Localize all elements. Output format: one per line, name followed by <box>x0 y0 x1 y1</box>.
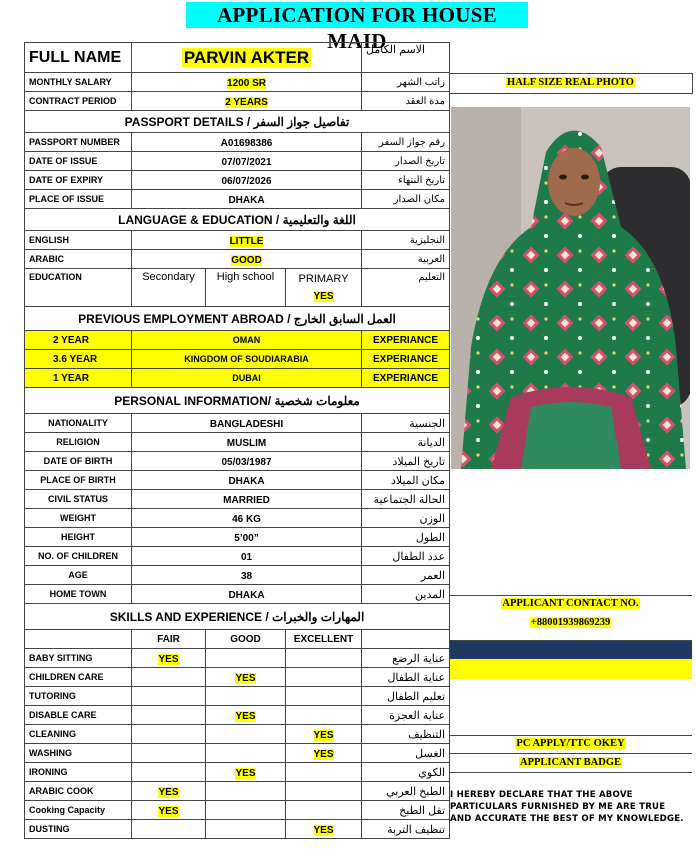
skill-arabic: التنظيف <box>362 725 450 744</box>
employment-country: OMAN <box>132 331 362 350</box>
skill-excellent <box>286 649 362 668</box>
skill-arabic: تنظيف التربة <box>362 820 450 839</box>
skill-good: YES <box>206 763 286 782</box>
skill-arabic: الطبخ العربي <box>362 782 450 801</box>
arabic-label: ARABIC <box>25 250 132 269</box>
page-title: APPLICATION FOR HOUSE MAID <box>186 2 528 28</box>
salary-label: MONTHLY SALARY <box>25 73 132 92</box>
english-value: LITTLE <box>132 231 362 250</box>
yellow-band <box>450 659 692 679</box>
employment-duration: 1 YEAR <box>25 369 132 388</box>
skill-label: DUSTING <box>25 820 132 839</box>
passport-row-label: DATE OF EXPIRY <box>25 171 132 190</box>
skill-arabic: عناية العجزة <box>362 706 450 725</box>
declaration-text: I HEREBY DECLARE THAT THE ABOVE PARTICULARS FURNISHED BY ME ARE TRUE AND ACCURATE THE BEST OF MY KNOWLEDGE. <box>450 790 684 824</box>
personal-row-label: HOME TOWN <box>25 585 132 604</box>
personal-row-arabic: مكان الميلاد <box>362 471 450 490</box>
personal-row-label: HEIGHT <box>25 528 132 547</box>
passport-row-label: DATE OF ISSUE <box>25 152 132 171</box>
personal-row-arabic: تاريخ الميلاد <box>362 452 450 471</box>
personal-row-arabic: العمر <box>362 566 450 585</box>
personal-row-value: DHAKA <box>132 471 362 490</box>
personal-row-value: 5’00” <box>132 528 362 547</box>
passport-row-label: PASSPORT NUMBER <box>25 133 132 152</box>
arabic-value: GOOD <box>132 250 362 269</box>
personal-heading: PERSONAL INFORMATION/ معلومات شخصية <box>25 388 450 414</box>
skill-excellent: YES <box>286 744 362 763</box>
skill-arabic: تعليم الطفال <box>362 687 450 706</box>
contact-label: APPLICANT CONTACT NO. <box>502 598 639 609</box>
personal-row-arabic: المدين <box>362 585 450 604</box>
personal-row-label: WEIGHT <box>25 509 132 528</box>
education-primary: PRIMARY YES <box>286 269 362 307</box>
employment-heading: PREVIOUS EMPLOYMENT ABROAD / العمل السابق الخارج <box>25 307 450 331</box>
full-name-value: PARVIN AKTER <box>132 43 362 73</box>
skill-excellent <box>286 801 362 820</box>
skill-label: IRONING <box>25 763 132 782</box>
skill-good: YES <box>206 706 286 725</box>
personal-row-label: AGE <box>25 566 132 585</box>
skill-fair: YES <box>132 649 206 668</box>
skill-label: ARABIC COOK <box>25 782 132 801</box>
col-good: GOOD <box>206 630 286 649</box>
personal-row-value: MUSLIM <box>132 433 362 452</box>
employment-tag: EXPERIANCE <box>362 331 450 350</box>
personal-row-value: 46 KG <box>132 509 362 528</box>
personal-row-label: PLACE OF BIRTH <box>25 471 132 490</box>
skill-label: CLEANING <box>25 725 132 744</box>
personal-row-arabic: الوزن <box>362 509 450 528</box>
skill-fair <box>132 820 206 839</box>
contract-value: 2 YEARS <box>132 92 362 111</box>
passport-row-arabic: مكان الصدار <box>362 190 450 209</box>
personal-row-value: 01 <box>132 547 362 566</box>
skill-fair <box>132 668 206 687</box>
pc-apply: PC APPLY/TTC OKEY <box>516 738 625 749</box>
applicant-photo <box>451 107 690 469</box>
language-heading: LANGUAGE & EDUCATION / اللغة والتعليمية <box>25 209 450 231</box>
blue-band <box>450 641 692 659</box>
passport-row-value: 07/07/2021 <box>132 152 362 171</box>
english-arabic: النجليزية <box>362 231 450 250</box>
col-excellent: EXCELLENT <box>286 630 362 649</box>
full-name-label: FULL NAME <box>25 43 132 73</box>
personal-row-arabic: عدد الطفال <box>362 547 450 566</box>
skill-fair <box>132 706 206 725</box>
personal-row-arabic: الجنسية <box>362 414 450 433</box>
skill-arabic: عناية الطفال <box>362 668 450 687</box>
skill-fair <box>132 744 206 763</box>
contact-value[interactable]: +88001939869239 <box>530 617 611 628</box>
passport-row-arabic: رقم جواز السفر <box>362 133 450 152</box>
personal-row-value: DHAKA <box>132 585 362 604</box>
education-secondary: Secondary <box>132 269 206 307</box>
salary-value: 1200 SR <box>132 73 362 92</box>
skill-label: BABY SITTING <box>25 649 132 668</box>
skill-fair: YES <box>132 801 206 820</box>
skill-good <box>206 801 286 820</box>
skill-arabic: الكوي <box>362 763 450 782</box>
skill-label: Cooking Capacity <box>25 801 132 820</box>
passport-heading: PASSPORT DETAILS / تفاصيل جواز السفر <box>25 111 450 133</box>
education-arabic: التعليم <box>362 269 450 307</box>
education-highschool: High school <box>206 269 286 307</box>
contract-label: CONTRACT PERIOD <box>25 92 132 111</box>
skill-arabic: الغسل <box>362 744 450 763</box>
skill-arabic: تقل الطبخ <box>362 801 450 820</box>
personal-row-label: NATIONALITY <box>25 414 132 433</box>
skill-good <box>206 649 286 668</box>
skills-blank <box>25 630 132 649</box>
contract-arabic: مدة العقد <box>362 92 450 111</box>
skill-excellent <box>286 706 362 725</box>
personal-row-value: BANGLADESHI <box>132 414 362 433</box>
education-label: EDUCATION <box>25 269 132 307</box>
personal-row-value: 38 <box>132 566 362 585</box>
skill-fair <box>132 763 206 782</box>
employment-country: KINGDOM OF SOUDIARABIA <box>132 350 362 369</box>
skills-blank-ar <box>362 630 450 649</box>
skill-good <box>206 782 286 801</box>
personal-row-label: RELIGION <box>25 433 132 452</box>
skill-excellent: YES <box>286 725 362 744</box>
skill-excellent <box>286 687 362 706</box>
passport-row-label: PLACE OF ISSUE <box>25 190 132 209</box>
personal-row-value: 05/03/1987 <box>132 452 362 471</box>
employment-tag: EXPERIANCE <box>362 350 450 369</box>
skill-excellent <box>286 668 362 687</box>
applicant-badge: APPLICANT BADGE <box>519 757 622 768</box>
skill-excellent: YES <box>286 820 362 839</box>
skill-fair: YES <box>132 782 206 801</box>
passport-row-arabic: تاريخ الصدار <box>362 152 450 171</box>
skill-label: WASHING <box>25 744 132 763</box>
skill-good <box>206 744 286 763</box>
employment-duration: 3.6 YEAR <box>25 350 132 369</box>
photo-label: HALF SIZE REAL PHOTO <box>507 77 634 88</box>
personal-row-label: NO. OF CHILDREN <box>25 547 132 566</box>
personal-row-arabic: الديانة <box>362 433 450 452</box>
skills-heading: SKILLS AND EXPERIENCE / المهارات والخبرات <box>25 604 450 630</box>
skill-label: CHILDREN CARE <box>25 668 132 687</box>
english-label: ENGLISH <box>25 231 132 250</box>
skill-fair <box>132 687 206 706</box>
employment-duration: 2 YEAR <box>25 331 132 350</box>
personal-row-arabic: الحالة الجتماعية <box>362 490 450 509</box>
arabic-arabic: العربية <box>362 250 450 269</box>
skill-excellent <box>286 763 362 782</box>
personal-row-arabic: الطول <box>362 528 450 547</box>
application-form-table <box>24 42 450 839</box>
skill-arabic: عناية الرضع <box>362 649 450 668</box>
skill-label: DISABLE CARE <box>25 706 132 725</box>
personal-row-label: DATE OF BIRTH <box>25 452 132 471</box>
employment-tag: EXPERIANCE <box>362 369 450 388</box>
skill-good <box>206 725 286 744</box>
passport-row-arabic: تاريخ النتهاء <box>362 171 450 190</box>
personal-row-label: CIVIL STATUS <box>25 490 132 509</box>
passport-row-value: DHAKA <box>132 190 362 209</box>
employment-country: DUBAI <box>132 369 362 388</box>
skill-fair <box>132 725 206 744</box>
personal-row-value: MARRIED <box>132 490 362 509</box>
full-name-arabic: الاسم الكامل <box>362 43 450 73</box>
col-fair: FAIR <box>132 630 206 649</box>
skill-good <box>206 820 286 839</box>
passport-row-value: 06/07/2026 <box>132 171 362 190</box>
salary-arabic: راتب الشهر <box>362 73 450 92</box>
skill-good: YES <box>206 668 286 687</box>
skill-excellent <box>286 782 362 801</box>
skill-label: TUTORING <box>25 687 132 706</box>
passport-row-value: A01698386 <box>132 133 362 152</box>
skill-good <box>206 687 286 706</box>
